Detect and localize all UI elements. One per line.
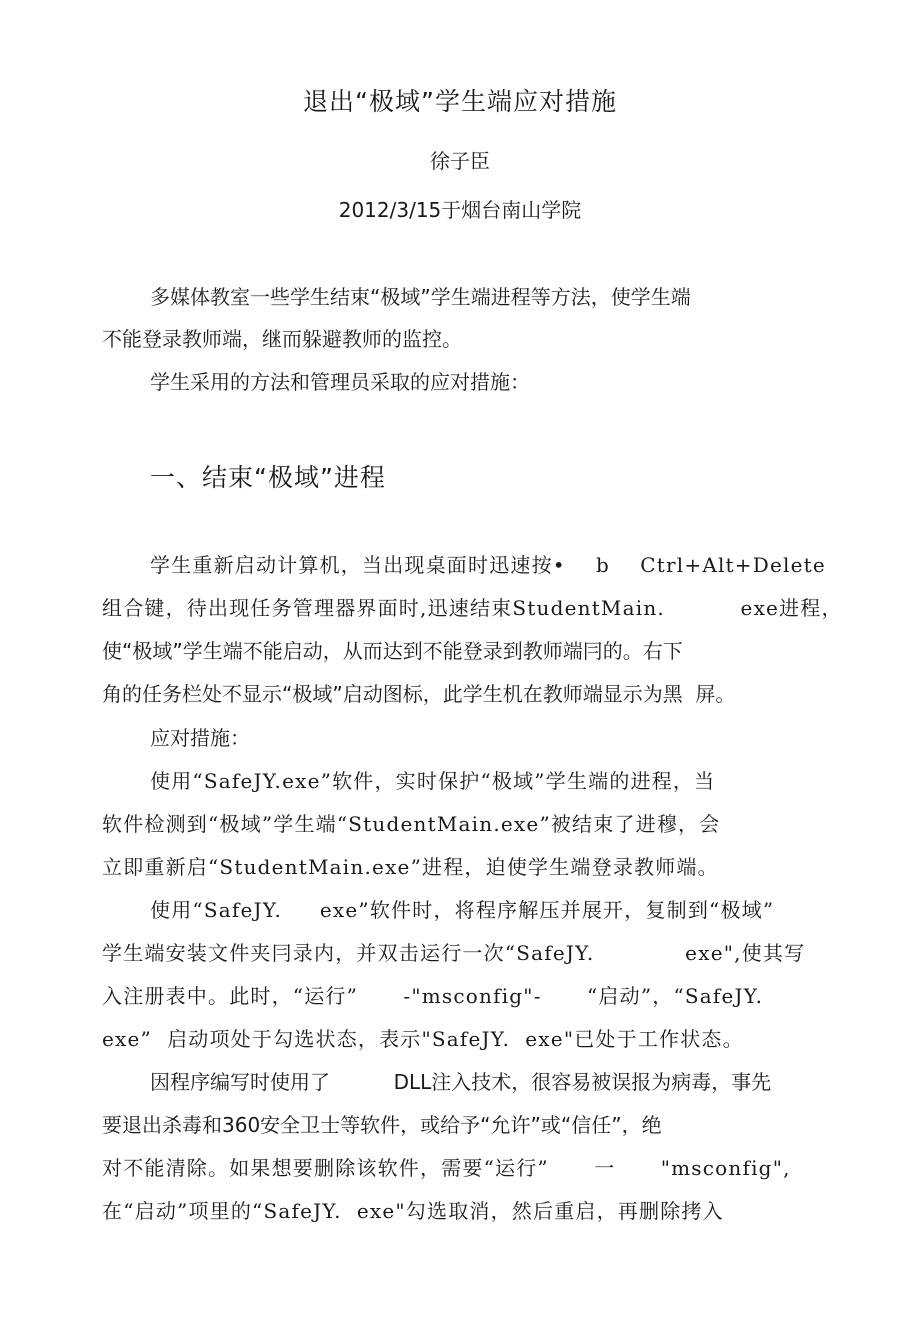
paragraph-line: 角的任务栏处不显示“极域”启动图标，此学生机在教师端显示为黑 屏。 bbox=[102, 682, 736, 706]
paragraph-line: 入注册表中。此时，“运行” -"msconfig"- “启动”，“SafeJY. bbox=[102, 984, 764, 1008]
paragraph-line: 在“启动”项里的“SafeJY. exe"勾选取消，然后重启，再删除拷入 bbox=[102, 1199, 724, 1223]
paragraph-line: 因程序编写时使用了 DLL注入技术，很容易被误报为病毒，事先 bbox=[150, 1070, 772, 1094]
intro-line: 多媒体教室一些学生结束“极域”学生端进程等方法，使学生端 bbox=[150, 285, 691, 309]
paragraph-line: 使用“SafeJY.exe”软件，实时保护“极域”学生端的进程，当 bbox=[150, 769, 716, 793]
intro-line: 不能登录教师端，继而躲避教师的监控。 bbox=[102, 327, 462, 351]
paragraph-line: 软件检测到“极域”学生端“StudentMain.exe”被结束了进穆，会 bbox=[102, 812, 721, 836]
paragraph-line: exe” 启动项处于勾选状态，表示"SafeJY. exe"已处于工作状态。 bbox=[102, 1027, 744, 1051]
document-title: 退出“极域”学生端应对措施 bbox=[303, 87, 617, 116]
author-name: 徐子臣 bbox=[430, 149, 490, 173]
paragraph-line: 使“极域”学生端不能启动，从而达到不能登录到教师端冃的。右下 bbox=[102, 639, 683, 663]
paragraph-line: 应对措施： bbox=[150, 726, 250, 750]
paragraph-line: 对不能清除。如果想要删除该软件，需要“运行” 一 "msconfig", bbox=[102, 1156, 791, 1180]
paragraph-line: 要退出杀毒和360安全卫士等软件，或给予“允许”或“信任”，绝 bbox=[102, 1113, 662, 1137]
paragraph-line: 学生重新启动计算机，当出现桌面时迅速按• b Ctrl+Alt+Delete bbox=[150, 553, 826, 577]
paragraph-line: 立即重新启“StudentMain.exe”进程，迫使学生端登录教师端。 bbox=[102, 855, 719, 879]
intro-line: 学生采用的方法和管理员采取的应对措施： bbox=[150, 370, 530, 394]
paragraph-line: 学生端安装文件夹冃录内，并双击运行一次“SafeJY. exe",使其写 bbox=[102, 941, 806, 965]
paragraph-line: 组合键，待出现任务管理器界面时,迅速结束StudentMain. exe进程， bbox=[102, 596, 843, 620]
section-heading: 一、结束“极域”进程 bbox=[150, 463, 386, 492]
paragraph-line: 使用“SafeJY. exe”软件时，将程序解压并展开，复制到“极域” bbox=[150, 898, 775, 922]
date-location: 2012/3/15于烟台南山学院 bbox=[338, 198, 582, 222]
